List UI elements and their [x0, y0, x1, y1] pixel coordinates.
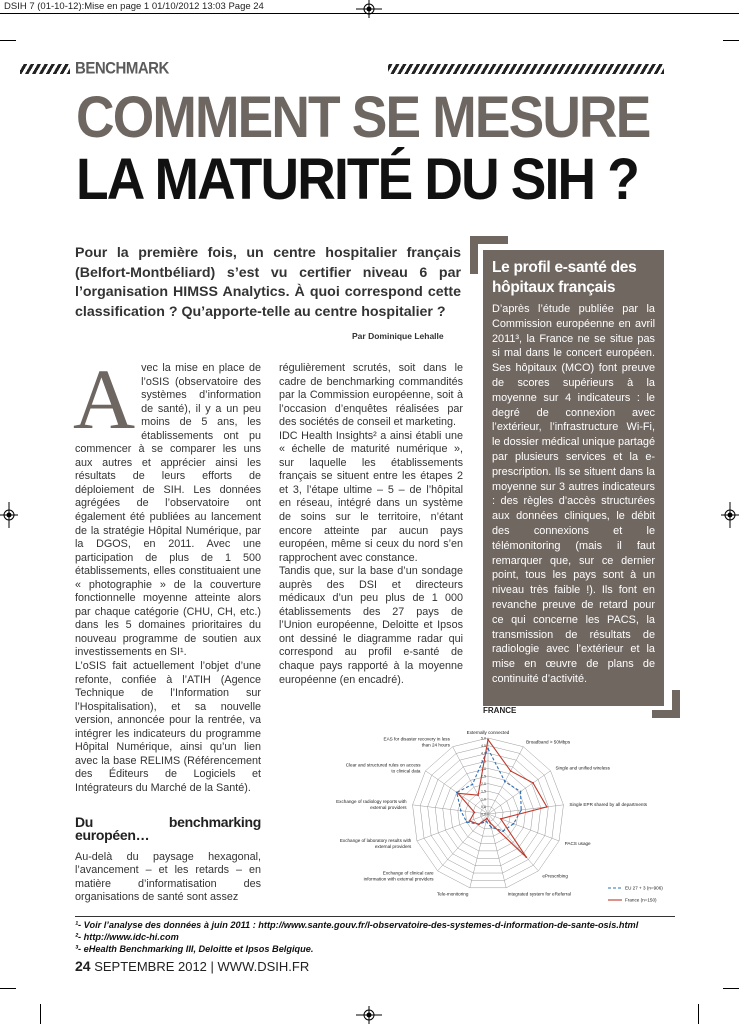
radar-tick-label: 0,0: [481, 812, 486, 817]
section-hatch-left: [20, 64, 70, 74]
radar-point: [513, 823, 515, 825]
crop-mark: [0, 988, 16, 989]
radar-spoke: [488, 814, 559, 841]
paragraph: vec la mise en place de l’oSIS (observatoire des systèmes d’information de santé), il y a un peu moins de 5 ans, les établissements ont pu commencer à se comparer les uns aux autres et apprécier ainsi les résultats de leurs efforts de déploiement de SIH. Les données agrégées de l’observatoire ont également été publiées au lancement de la stratégie Hôpital Numérique, par la DGOS, en 2011. Avec une participation de plus de 1 500 établissements, elles constituaient une « photographie » de la couverture fonctionnelle moyenne atteinte alors par chaque catégorie (CHU, CH, etc.) dans les 5 domaines prioritaires du nouveau programme de soutien aux investissements en SI¹.: [75, 362, 261, 659]
headline-line-1: COMMENT SE MESURE: [76, 85, 650, 150]
radar-point: [472, 783, 474, 785]
radar-axis-label: Tele-monitoring: [436, 891, 469, 897]
radar-point: [478, 823, 480, 825]
radar-point: [504, 781, 506, 783]
radar-axis-label: Broadband > 50Mbps: [526, 739, 571, 745]
radar-point: [525, 856, 527, 858]
radar-tick-label: 2,0: [481, 782, 486, 787]
page-number: 24: [75, 958, 91, 974]
radar-spoke: [417, 814, 488, 841]
legend-label: EU 27 + 3 (n=906): [625, 885, 663, 891]
radar-tick-label: 4,5: [481, 744, 486, 749]
sidebar-title: Le profil e-santé des hôpitaux français: [492, 259, 637, 296]
radar-spoke: [453, 747, 488, 814]
radar-chart: [290, 722, 680, 912]
radar-point: [520, 809, 522, 811]
registration-mark-icon: [356, 1006, 382, 1024]
radar-point: [466, 821, 468, 823]
paragraph: Au-delà du paysage hexagonal, l’avancement – et les retards – en matière d’informatisation des organisations de santé sont assez: [75, 850, 261, 904]
paragraph: IDC Health Insights² a ainsi établi une « échelle de maturité numérique », sur laquelle les établissements français se situent entre les étapes 2 et 3, l’étape ultime – 5 – de l’hôpital en réseau, intégré dans un système de soins sur le territoire, n’étant encore atteinte par aucun pays européen, même si ceux du nord s’en rapprochent avec constance.: [279, 429, 463, 564]
subheading: Du benchmarking européen…: [75, 813, 261, 844]
radar-point: [489, 822, 491, 824]
chart-title: FRANCE: [483, 706, 517, 715]
radar-point: [532, 782, 534, 784]
crop-mark: [698, 1004, 699, 1024]
lead-paragraph: Pour la première fois, un centre hospitalier français (Belfort-Montbéliard) s’est vu certifier niveau 6 par l’organisation HIMSS Analytics. À quoi correspond cette classification ? Qu’apporte-telle au centre hospitalier ?: [75, 245, 461, 320]
crop-mark: [0, 40, 16, 41]
radar-point: [485, 820, 487, 822]
radar-tick-label: 3,0: [481, 766, 486, 771]
radar-point: [457, 792, 459, 794]
radar-axis-label: ePrescribing: [542, 873, 568, 879]
website: WWW.DSIH.FR: [213, 959, 310, 974]
article-column-2: [279, 362, 463, 687]
paragraph: régulièrement scrutés, soit dans le cadre de benchmarking commandités par la Commission européenne, soit à l’occasion d’enquêtes réalisées par des sociétés de conseil et marketing.: [279, 362, 463, 429]
radar-tick-label: 1,5: [481, 789, 486, 794]
legend-label: France (n=150): [625, 897, 657, 903]
footnotes: [75, 916, 675, 955]
radar-axis-label: Externally connected: [466, 730, 510, 735]
crop-mark: [723, 40, 739, 41]
radar-tick-label: 4,0: [481, 751, 486, 756]
radar-axis-label: PACS usage: [564, 841, 591, 847]
crop-mark: [40, 1004, 41, 1024]
radar-point: [486, 818, 488, 820]
paragraph: Tandis que, sur la base d’un sondage auprès des DSI et directeurs médicaux d’un peu plus de 1 000 établissements des 27 pays de l’Union européenne, Deloitte et Ipsos ont dessiné le diagramme radar qui correspond au profil e-santé de chaque pays rapporté à la moyenne européenne (en encadré).: [279, 565, 463, 686]
radar-tick-label: 5,0: [481, 736, 486, 741]
radar-point: [502, 830, 504, 832]
paragraph: L’oSIS fait actuellement l’objet d’une refonte, confiée à l’ATIH (Agence Technique de l’Information sur l’Hospitalisation), et sa nouvelle version, annoncée pour la rentrée, va intégrer les indicateurs du programme Hôpital Numérique, ainsi qu’un lien avec la base RELIMS (Référencement des Éditeurs de Logiciels et Intégrateurs du Marché de la Santé).: [75, 660, 261, 794]
sidebar-box: [483, 250, 664, 706]
radar-axis-label: EAS for disaster recovery in less than 24 hours: [383, 736, 450, 748]
radar-point: [460, 810, 462, 812]
footnote-3: ³- eHealth Benchmarking III, Deloitte et Ipsos Belgique.: [75, 944, 314, 954]
section-label: BENCHMARK: [75, 59, 169, 78]
headline-line-2: LA MATURITÉ DU SIH ?: [76, 147, 638, 212]
radar-tick-label: 1,0: [481, 797, 486, 802]
radar-point: [469, 820, 471, 822]
radar-axis-label: Integrated system for eReferral: [507, 891, 571, 897]
radar-point: [487, 748, 489, 750]
registration-mark-icon: [0, 502, 18, 528]
radar-axis-label: Single EPR shared by all departments: [569, 802, 648, 808]
sidebar-body: D’après l’étude publiée par la Commission européenne en avril 2011³, la France ne se situe pas si mal dans le concert européen. Ses hôpitaux (MCO) font preuve de scores supérieurs à la moyenne sur 4 indicateurs : le degré de connexion avec l’extérieur, l’infrastructure Wi-Fi, le dossier médical unique partagé par plusieurs services et la e-prescription. Ils se situent dans la moyenne sur 3 autres indicateurs : des règles d’accès structurées aux données cliniques, le débit des connexions et le télémonitoring (mais il faut remarquer que, sur ce dernier point, tous les pays sont à un niveau très faible !). Ils font en revanche preuve de retard pour ce qui concerne les PACS, la transmission de résultats de radiologie avec l’extérieur et la mise en œuvre de plans de continuité d’activité.: [492, 303, 655, 685]
issue-date: SEPTEMBRE 2012: [90, 959, 211, 974]
radar-spoke: [488, 747, 523, 814]
radar-point: [510, 770, 512, 772]
radar-axis-label: Single and unified wireless: [555, 765, 610, 771]
footer-separator: |: [210, 959, 214, 974]
crop-mark: [723, 988, 739, 989]
section-hatch-right: [388, 64, 664, 74]
radar-axis-label: Exchange of radiology reports with external providers: [336, 799, 407, 811]
radar-tick-label: 0,5: [481, 804, 486, 809]
radar-point: [500, 818, 502, 820]
radar-point: [474, 811, 476, 813]
radar-point: [546, 806, 548, 808]
footnote-1: ¹- Voir l’analyse des données à juin 2011 : http://www.sante.gouv.fr/l-observatoire-des-systemes-d-information-de-sante-osis.html: [75, 920, 639, 930]
radar-point: [520, 791, 522, 793]
radar-axis-label: Exchange of clinical care information with external providers: [363, 870, 434, 882]
radar-point: [490, 826, 492, 828]
radar-point: [487, 739, 489, 741]
radar-tick-label: 3,5: [481, 759, 486, 764]
article-column-1: [73, 351, 261, 905]
footnote-2: ²- http://www.idc-hi.com: [75, 932, 179, 942]
byline: Par Dominique Lehalle: [352, 331, 444, 341]
registration-mark-icon: [721, 502, 739, 528]
radar-axis-label: Clear and structured rules on access to clinical data: [345, 762, 421, 774]
sidebar-bracket-bottom: [652, 690, 680, 718]
registration-mark-icon: [356, 0, 382, 18]
radar-tick-label: 2,5: [481, 774, 486, 779]
drop-cap: A: [73, 351, 136, 447]
print-header: DSIH 7 (01-10-12):Mise en page 1 01/10/2012 13:03 Page 24: [0, 0, 739, 14]
page-footer: [75, 958, 309, 974]
radar-point: [477, 794, 479, 796]
radar-axis-label: Exchange of laboratory results with external providers: [339, 838, 412, 850]
